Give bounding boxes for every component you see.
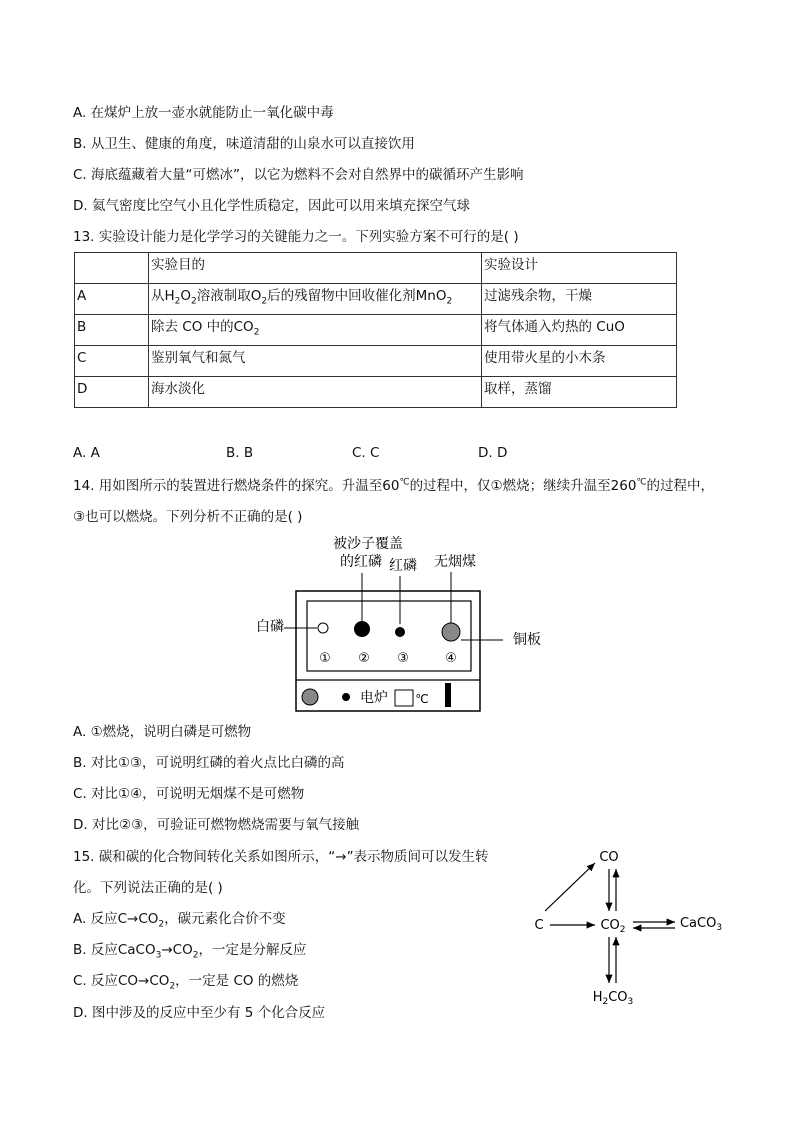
label-celsius: ℃ xyxy=(415,692,429,706)
table-row xyxy=(75,284,677,315)
node-caco3: CaCO$_3$ xyxy=(679,916,723,933)
q15-option-a: A. 反应$C\to CO_2$，碳元素化合价不变 xyxy=(73,911,286,930)
q13-table xyxy=(74,252,677,408)
table-header-cell: 实验设计 xyxy=(482,253,677,284)
q12-option-c: C. 海底蕴藏着大量“可燃冰”，以它为燃料不会对自然界中的碳循环产生影响 xyxy=(73,167,524,183)
label-white-phosphorus: 白磷 xyxy=(256,619,284,635)
row-goal: 从$H_2O_2$溶液制取$O_2$后的残留物中回收催化剂MnO$_2$ xyxy=(149,284,482,315)
number-3: ③ xyxy=(397,651,409,666)
row-goal: 除去 CO 中的$CO_2$ xyxy=(149,315,482,346)
q14-option-a: A. ①燃烧，说明白磷是可燃物 xyxy=(73,724,252,740)
q13-option-b: B. B xyxy=(226,445,254,461)
label-anthracite: 无烟煤 xyxy=(434,554,476,570)
q13-option-d: D. D xyxy=(478,445,508,461)
combustion-apparatus-figure xyxy=(240,530,560,720)
table-header-row xyxy=(75,253,677,284)
row-label: A xyxy=(75,284,149,315)
row-label: B xyxy=(75,315,149,346)
carbon-conversion-diagram xyxy=(525,845,735,1010)
q15-option-c: C. 反应$CO\to CO_2$，一定是 CO 的燃烧 xyxy=(73,973,299,992)
stove-indicator-icon xyxy=(342,693,350,701)
q15-option-d: D. 图中涉及的反应中至少有 5 个化合反应 xyxy=(73,1005,326,1021)
q13-option-c: C. C xyxy=(352,445,380,461)
row-design: 使用带火星的小木条 xyxy=(482,346,677,377)
node-c: C xyxy=(534,918,544,933)
anthracite-dot xyxy=(442,623,460,641)
table-row xyxy=(75,346,677,377)
q14-option-d: D. 对比②③，可验证可燃物燃烧需要与氧气接触 xyxy=(73,817,360,833)
label-covered-line1: 被沙子覆盖 xyxy=(333,536,403,552)
q14-stem-line2: ③也可以燃烧。下列分析不正确的是( ) xyxy=(73,509,303,525)
q15-stem-line2: 化。下列说法正确的是( ) xyxy=(73,880,223,896)
q14-option-b: B. 对比①③，可说明红磷的着火点比白磷的高 xyxy=(73,755,345,771)
stove-switch xyxy=(445,683,451,707)
q14-stem-line1: 14. 用如图所示的装置进行燃烧条件的探究。升温至60℃的过程中，仅①燃烧；继续升温至260℃的过程中， xyxy=(73,477,715,494)
table-header-cell: 实验目的 xyxy=(149,253,482,284)
row-design: 过滤残余物，干燥 xyxy=(482,284,677,315)
q14-option-c: C. 对比①④，可说明无烟煤不是可燃物 xyxy=(73,786,305,802)
stove-knob-icon xyxy=(302,689,318,705)
red-phosphorus-dot xyxy=(395,627,405,637)
q12-option-a: A. 在煤炉上放一壶水就能防止一氧化碳中毒 xyxy=(73,105,334,121)
q12-option-b: B. 从卫生、健康的角度，味道清甜的山泉水可以直接饮用 xyxy=(73,136,415,152)
node-co: CO xyxy=(599,850,619,865)
label-electric-stove: 电炉 xyxy=(360,690,388,706)
node-h2co3: $H_2CO_3$ xyxy=(592,990,634,1007)
row-label: C xyxy=(75,346,149,377)
table-row xyxy=(75,315,677,346)
number-4: ④ xyxy=(445,651,457,666)
label-red-phosphorus: 红磷 xyxy=(389,558,417,574)
number-1: ① xyxy=(319,651,331,666)
q15-stem-line1: 15. 碳和碳的化合物间转化关系如图所示，“→”表示物质间可以发生转 xyxy=(73,849,489,865)
label-covered-line2: 的红磷 xyxy=(340,554,382,570)
number-2: ② xyxy=(358,651,370,666)
row-design: 取样，蒸馏 xyxy=(482,377,677,408)
arrow-c-to-co xyxy=(545,863,595,911)
table-header-cell xyxy=(75,253,149,284)
temperature-display xyxy=(395,690,413,706)
covered-red-phosphorus-dot xyxy=(354,621,370,637)
white-phosphorus-dot xyxy=(318,623,328,633)
q13-option-a: A. A xyxy=(73,445,100,461)
node-co2: $CO_2$ xyxy=(600,918,626,935)
q15-option-b: B. 反应$CaCO_3\to CO_2$，一定是分解反应 xyxy=(73,942,307,961)
row-goal: 海水淡化 xyxy=(149,377,482,408)
table-row xyxy=(75,377,677,408)
label-copper-plate: 铜板 xyxy=(513,632,541,648)
q13-stem: 13. 实验设计能力是化学学习的关键能力之一。下列实验方案不可行的是( ) xyxy=(73,229,519,245)
row-goal: 鉴别氧气和氮气 xyxy=(149,346,482,377)
q12-option-d: D. 氦气密度比空气小且化学性质稳定，因此可以用来填充探空气球 xyxy=(73,198,470,214)
row-label: D xyxy=(75,377,149,408)
row-design: 将气体通入灼热的 CuO xyxy=(482,315,677,346)
